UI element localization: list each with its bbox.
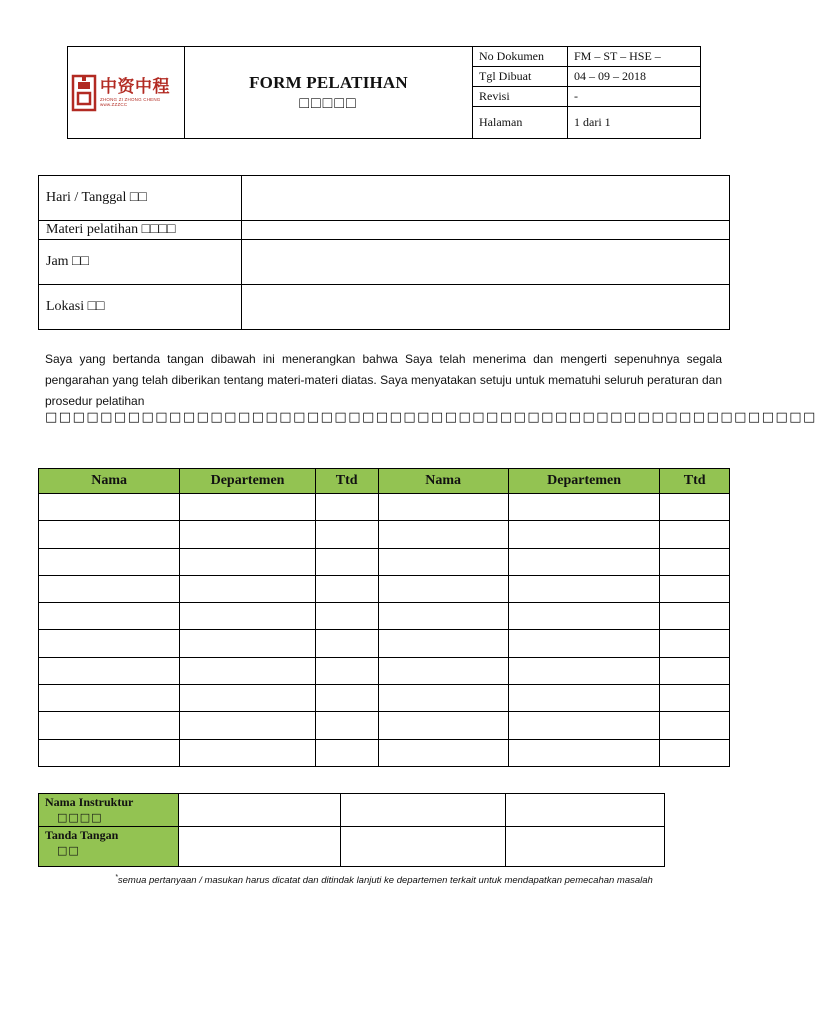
footnote [0,874,768,886]
info-label-date: Hari / Tanggal □□ [39,176,242,221]
form-title: FORM PELATIHAN [249,72,408,92]
column-header-signature: Ttd [315,469,378,494]
attendee-signature-cell[interactable] [660,603,730,630]
table-row [39,630,730,657]
column-header-name: Nama [378,469,508,494]
attendee-department-cell[interactable] [508,603,659,630]
instructor-name-field[interactable] [179,794,341,827]
attendee-department-cell[interactable] [508,657,659,684]
attendee-signature-cell[interactable] [315,548,378,575]
table-row [39,603,730,630]
attendee-signature-cell[interactable] [315,494,378,521]
attendee-name-cell[interactable] [39,657,180,684]
attendee-department-cell[interactable] [508,630,659,657]
meta-label: No Dokumen [473,47,568,67]
table-row [39,712,730,739]
meta-label: Halaman [473,107,568,139]
meta-label: Revisi [473,87,568,107]
attendee-signature-cell[interactable] [315,630,378,657]
attendee-signature-cell[interactable] [660,685,730,712]
attendee-department-cell[interactable] [508,685,659,712]
attendee-department-cell[interactable] [180,630,316,657]
attendee-name-cell[interactable] [39,630,180,657]
attendee-name-cell[interactable] [378,548,508,575]
attendee-department-cell[interactable] [508,739,659,766]
attendee-department-cell[interactable] [508,548,659,575]
attendee-name-cell[interactable] [378,657,508,684]
info-label-material: Materi pelatihan □□□□ [39,221,242,240]
instructor-signature-field[interactable] [179,827,341,867]
attendee-name-cell[interactable] [378,630,508,657]
meta-value: FM – ST – HSE – [568,47,701,67]
attendee-name-cell[interactable] [39,712,180,739]
column-header-name: Nama [39,469,180,494]
attendee-department-cell[interactable] [180,603,316,630]
attendee-department-cell[interactable] [508,494,659,521]
instructor-name-label-text: Nama Instruktur [45,795,134,809]
instructor-name-field[interactable] [341,794,506,827]
info-field-location[interactable] [242,285,730,330]
attendee-signature-cell[interactable] [315,712,378,739]
footnote-mark: * [115,874,118,881]
form-title-cell [185,47,473,139]
table-row [39,521,730,548]
attendee-signature-cell[interactable] [315,575,378,602]
attendee-signature-cell[interactable] [315,685,378,712]
instructor-signature-field[interactable] [341,827,506,867]
meta-label: Tgl Dibuat [473,67,568,87]
logo-text: 中资中程 [100,77,170,97]
training-info-table [38,175,730,330]
attendee-name-cell[interactable] [39,603,180,630]
logo-subtext: ZHONG ZI ZHONG CHENG www.ZZZCC [100,97,161,107]
agreement-statement: Saya yang bertanda tangan dibawah ini menerangkan bahwa Saya telah menerima dan mengerti sepenuhnya segala pengarahan yang telah diberikan tentang materi-materi diatas. Saya menyatakan setuju untuk mematuhi seluruh peraturan dan prosedur pelatihan [45,352,722,408]
info-label-time: Jam □□ [39,240,242,285]
table-row [39,548,730,575]
attendee-signature-cell[interactable] [315,521,378,548]
attendee-signature-cell[interactable] [660,494,730,521]
instructor-name-field[interactable] [505,794,664,827]
attendee-signature-cell[interactable] [660,630,730,657]
attendee-department-cell[interactable] [180,494,316,521]
attendee-name-cell[interactable] [39,685,180,712]
info-label-location: Lokasi □□ [39,285,242,330]
company-logo [68,47,185,139]
document-header [67,46,701,139]
attendee-department-cell[interactable] [180,575,316,602]
instructor-name-label [39,794,179,827]
table-row [39,685,730,712]
table-row [39,739,730,766]
attendee-signature-cell[interactable] [660,548,730,575]
attendee-name-cell[interactable] [378,685,508,712]
attendee-department-cell[interactable] [180,712,316,739]
instructor-signature-label-cn: □□ [57,844,80,857]
attendee-signature-cell[interactable] [660,521,730,548]
info-field-time[interactable] [242,240,730,285]
meta-value: 04 – 09 – 2018 [568,67,701,87]
attendee-signature-cell[interactable] [660,712,730,739]
info-field-material[interactable] [242,221,730,240]
attendee-signature-cell[interactable] [315,603,378,630]
column-header-department: Departemen [180,469,316,494]
agreement-statement-cn: □□□□□□□□□□□□□□□□□□□□□□□□□□□□□□□□□□□□□□□□□□□□□□□□□□□□□□□□ [45,410,817,425]
attendee-name-cell[interactable] [39,575,180,602]
attendee-signature-cell[interactable] [660,575,730,602]
instructor-table [38,793,665,867]
attendee-name-cell[interactable] [378,603,508,630]
footnote-text: semua pertanyaan / masukan harus dicatat dan ditindak lanjuti ke departemen terkait untuk mendapatkan pemecahan masalah [117,875,653,887]
attendee-department-cell[interactable] [180,521,316,548]
attendee-name-cell[interactable] [378,739,508,766]
attendee-name-cell[interactable] [378,521,508,548]
instructor-name-label-cn: □□□□ [57,811,103,824]
attendee-department-cell[interactable] [180,548,316,575]
attendee-department-cell[interactable] [508,521,659,548]
attendee-department-cell[interactable] [180,657,316,684]
attendee-name-cell[interactable] [39,739,180,766]
logo-mark-icon [72,75,96,111]
attendee-name-cell[interactable] [378,494,508,521]
attendee-name-cell[interactable] [39,494,180,521]
attendee-signature-cell[interactable] [660,657,730,684]
attendee-signature-cell[interactable] [315,657,378,684]
meta-value: 1 dari 1 [568,107,701,139]
attendee-signature-cell[interactable] [660,739,730,766]
instructor-signature-label [39,827,179,867]
attendee-department-cell[interactable] [508,712,659,739]
meta-value: - [568,87,701,107]
table-row [39,657,730,684]
table-row [39,575,730,602]
attendee-department-cell[interactable] [180,685,316,712]
column-header-department: Departemen [508,469,659,494]
attendance-rows [39,494,730,767]
column-header-signature: Ttd [660,469,730,494]
attendee-name-cell[interactable] [378,712,508,739]
form-title-cn: □□□□□ [299,94,358,112]
instructor-signature-label-text: Tanda Tangan [45,828,119,842]
attendee-name-cell[interactable] [39,548,180,575]
attendee-department-cell[interactable] [508,575,659,602]
attendance-table [38,468,730,767]
attendee-department-cell[interactable] [180,739,316,766]
instructor-signature-field[interactable] [505,827,664,867]
attendee-name-cell[interactable] [39,521,180,548]
table-row [39,494,730,521]
info-field-date[interactable] [242,176,730,221]
attendee-name-cell[interactable] [378,575,508,602]
attendee-signature-cell[interactable] [315,739,378,766]
